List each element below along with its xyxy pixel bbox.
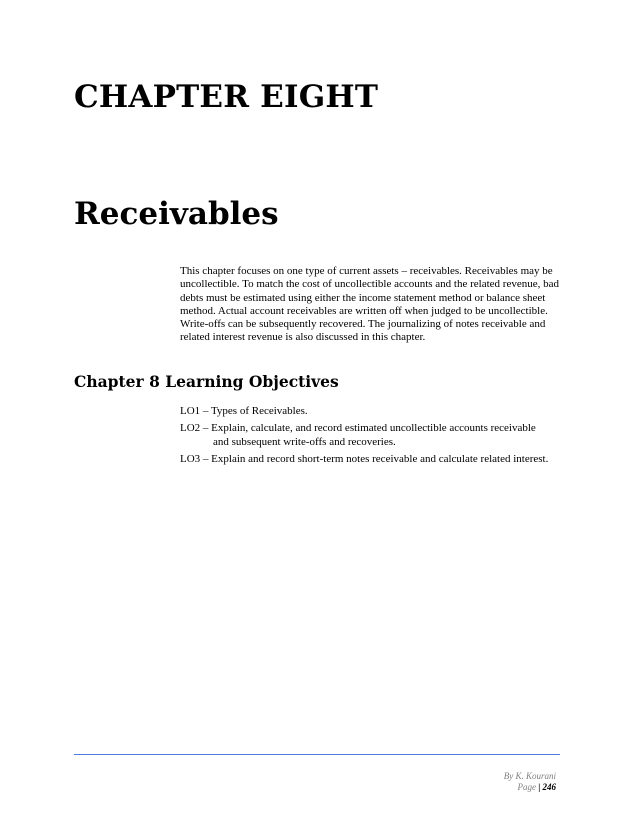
footer-divider xyxy=(74,754,560,755)
learning-objective-lo3: LO3 – Explain and record short-term notes receivable and calculate related interest. xyxy=(180,452,549,465)
footer-page-number: 246 xyxy=(542,782,556,792)
learning-objective-lo1: LO1 – Types of Receivables. xyxy=(180,405,308,417)
learning-objectives-heading: Chapter 8 Learning Objectives xyxy=(74,372,339,391)
footer-author: By K. Kourani xyxy=(503,771,556,781)
footer-page-label: Page xyxy=(517,782,537,792)
learning-objectives-list xyxy=(180,405,550,470)
chapter-intro-paragraph: This chapter focuses on one type of current assets – receivables. Receivables may be uncollectible. To match the cost of uncollectible accounts and the related revenue, bad debts must be estimated using either the income statement method or balance sheet method. Actual account receivables are written off when judged to be uncollectible. Write-offs can be subsequently recovered. The journalizing of notes receivable and related interest revenue is also discussed in this chapter. xyxy=(180,265,559,344)
footer-page-indicator xyxy=(518,781,556,793)
chapter-heading: CHAPTER EIGHT xyxy=(74,79,379,115)
learning-objective-lo2: LO2 – Explain, calculate, and record estimated uncollectible accounts receivable and subsequent write-offs and recoveries. xyxy=(180,422,536,448)
chapter-title: Receivables xyxy=(74,196,279,232)
footer-page-separator: | xyxy=(538,782,541,792)
